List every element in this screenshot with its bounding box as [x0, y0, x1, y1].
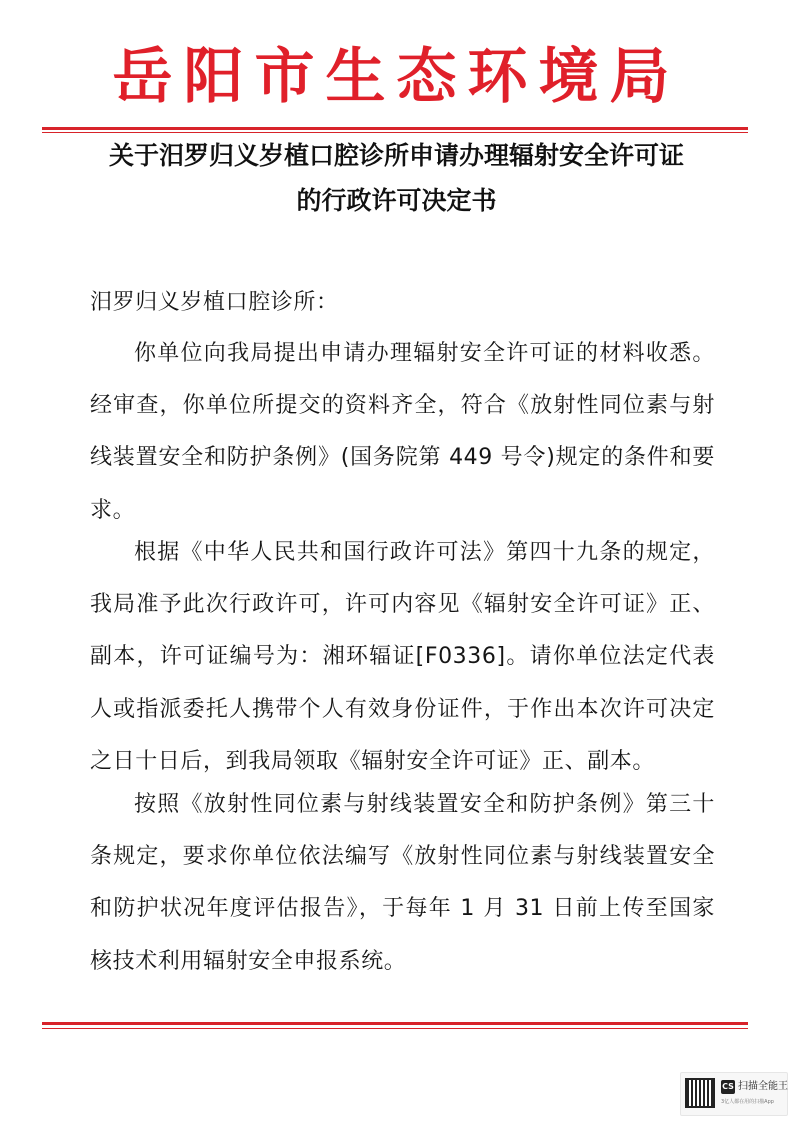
body-paragraph-2: 根据《中华人民共和国行政许可法》第四十九条的规定，我局准予此次行政许可，许可内容见《辐射安全许可证》正、副本，许可证编号为：湘环辐证[F0336]。请你单位法定代表人或指派委托人携带个人有效身份证件，于作出本次许可决定之日十日后，到我局领取《辐射安全许可证》正、副本。	[90, 540, 715, 774]
document-title-line-2: 的行政许可决定书	[296, 186, 497, 215]
footer-divider-thin	[42, 1028, 748, 1029]
footer-divider	[42, 1022, 748, 1025]
document-title-line-1: 关于汨罗归义岁植口腔诊所申请办理辐射安全许可证	[108, 141, 684, 170]
letterhead-divider-thin	[42, 132, 748, 133]
scanner-logo: CS	[721, 1080, 735, 1094]
scanner-tagline: 3亿人都在用的扫描App	[721, 1099, 774, 1105]
letterhead-divider	[42, 127, 748, 130]
salutation: 汨罗归义岁植口腔诊所：	[90, 290, 339, 315]
qr-code-icon	[685, 1078, 715, 1108]
body-paragraph-1: 你单位向我局提出申请办理辐射安全许可证的材料收悉。经审查，你单位所提交的资料齐全，符合《放射性同位素与射线装置安全和防护条例》(国务院第 449 号令)规定的条件和要求。	[90, 341, 715, 523]
letterhead-org-name: 岳阳市生态环境局	[112, 42, 681, 112]
scanner-watermark-badge	[680, 1072, 788, 1116]
scanner-app-name: 扫描全能王	[738, 1081, 788, 1092]
body-paragraph-3: 按照《放射性同位素与射线装置安全和防护条例》第三十条规定，要求你单位依法编写《放射性同位素与射线装置安全和防护状况年度评估报告》，于每年 1 月 31 日前上传至国家核技术利用辐射安全申报系统。	[90, 792, 715, 974]
